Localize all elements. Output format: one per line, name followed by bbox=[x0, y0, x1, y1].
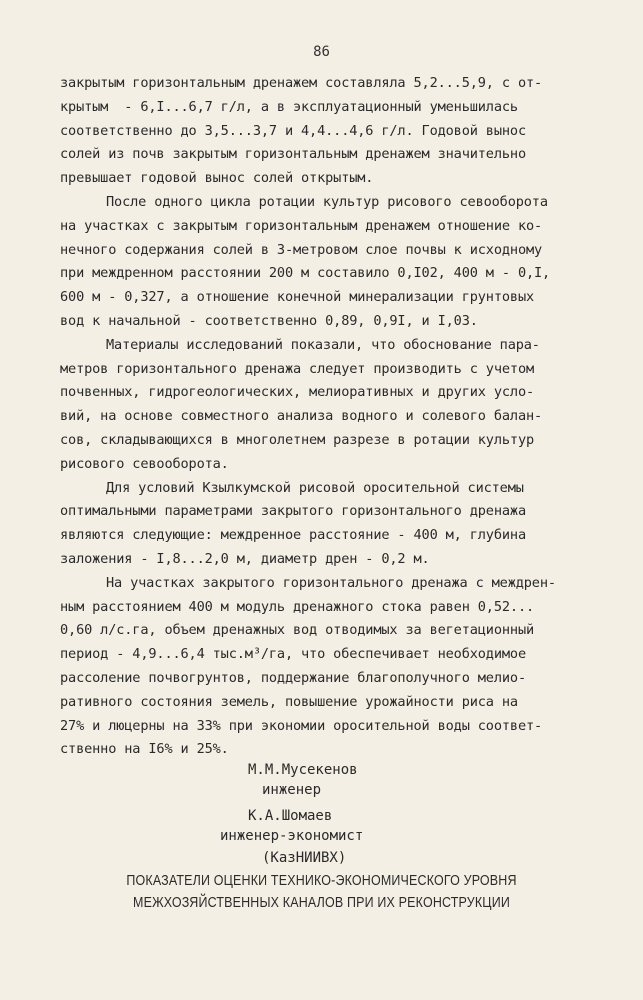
author-role: инженер-экономист bbox=[220, 828, 364, 844]
text-line: ным расстоянием 400 м модуль дренажного стока равен 0,52... bbox=[60, 598, 535, 615]
text-line: ственно на I6% и 25%. bbox=[60, 741, 229, 758]
text-line: нечного содержания солей в 3-метровом слое почвы к исходному bbox=[60, 241, 543, 258]
text-line: период - 4,9...6,4 тыс.м³/га, что обеспечивает необходимое bbox=[60, 646, 526, 663]
text-line: закрытым горизонтальным дренажем составляла 5,2...5,9, с от- bbox=[60, 75, 543, 91]
text-line: рассоление почвогрунтов, поддержание благополучного мелио- bbox=[60, 669, 526, 686]
text-line: Материалы исследований показали, что обоснование пара- bbox=[106, 336, 540, 353]
text-line: ративного состояния земель, повышение урожайности риса на bbox=[60, 693, 518, 710]
next-article-title bbox=[45, 870, 598, 914]
text-line: оптимальными параметрами закрытого горизонтального дренажа bbox=[60, 503, 526, 520]
text-line: крытым - 6,I...6,7 г/л, а в эксплуатационный уменьшилась bbox=[60, 98, 518, 115]
text-line: заложения - I,8...2,0 м, диаметр дрен - 0,2 м. bbox=[60, 550, 430, 567]
author-name: К.А.Шомаев bbox=[248, 808, 333, 824]
text-line: превышает годовой вынос солей открытым. bbox=[60, 170, 374, 187]
text-line: Для условий Кзылкумской рисовой оросительной системы bbox=[106, 479, 524, 496]
text-line: вод к начальной - соответственно 0,89, 0,9I, и I,03. bbox=[60, 312, 478, 329]
text-line: соответственно до 3,5...3,7 и 4,4...4,6 г/л. Годовой вынос bbox=[60, 122, 526, 139]
text-line: на участках с закрытым горизонтальным дренажем отношение ко- bbox=[60, 217, 543, 234]
text-line: метров горизонтального дренажа следует производить с учетом bbox=[60, 360, 535, 377]
text-line: сов, складывающихся в многолетнем разрезе в ротации культур bbox=[60, 431, 535, 448]
text-line: рисового севооборота. bbox=[60, 455, 229, 472]
title-line: МЕЖХОЗЯЙСТВЕННЫХ КАНАЛОВ ПРИ ИХ РЕКОНСТРУКЦИИ bbox=[133, 895, 510, 911]
author-affiliation: (КазНИИВХ) bbox=[262, 850, 347, 866]
author-name: М.М.Мусекенов bbox=[248, 762, 358, 778]
text-line: почвенных, гидрогеологических, мелиоративных и других усло- bbox=[60, 384, 535, 401]
author-role: инженер bbox=[262, 782, 322, 798]
text-line: 0,60 л/с.га, объем дренажных вод отводимых за вегетационный bbox=[60, 622, 535, 639]
body-text bbox=[60, 72, 610, 762]
page-number: 86 bbox=[313, 44, 330, 60]
text-line: 27% и люцерны на 33% при экономии оросительной воды соответ- bbox=[60, 717, 543, 734]
text-line: На участках закрытого горизонтального дренажа с междрен- bbox=[106, 574, 556, 591]
text-line: являются следующие: междренное расстояние - 400 м, глубина bbox=[60, 527, 526, 544]
text-line: После одного цикла ротации культур рисового севооборота bbox=[106, 193, 548, 210]
text-line: 600 м - 0,327, а отношение конечной минерализации грунтовых bbox=[60, 289, 535, 306]
title-line: ПОКАЗАТЕЛИ ОЦЕНКИ ТЕХНИКО-ЭКОНОМИЧЕСКОГО УРОВНЯ bbox=[126, 873, 517, 889]
text-line: солей из почв закрытым горизонтальным дренажем значительно bbox=[60, 146, 526, 163]
text-line: при междренном расстоянии 200 м составило 0,I02, 400 м - 0,I, bbox=[60, 265, 551, 282]
text-line: вий, на основе совместного анализа водного и солевого балан- bbox=[60, 408, 543, 425]
